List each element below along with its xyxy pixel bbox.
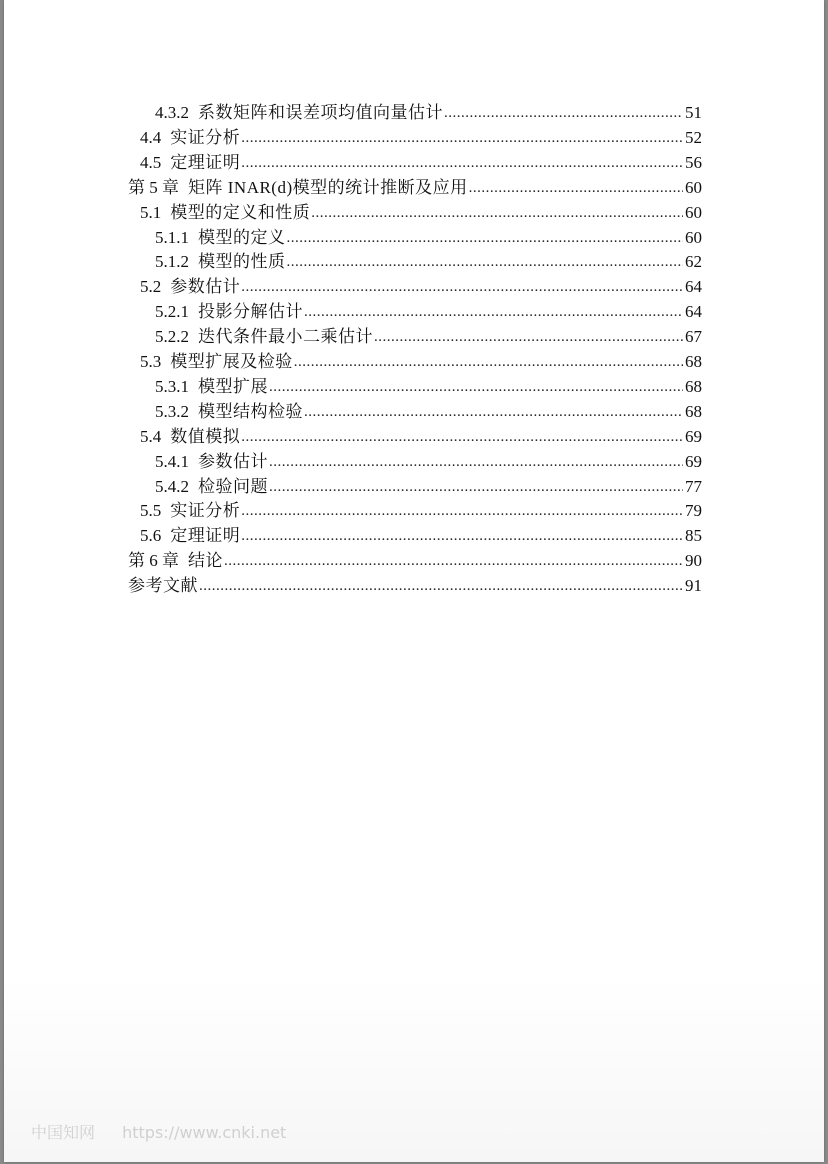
toc-entry-number: 5.2 [140, 277, 162, 297]
toc-entry-number: 5.1.1 [155, 227, 189, 247]
toc-dot-leader [287, 230, 684, 248]
toc-entry-title: 模型的定义和性质 [170, 202, 311, 222]
toc-entry[interactable] [140, 198, 702, 223]
toc-entry-page-number: 69 [685, 426, 702, 446]
toc-entry-page-number: 62 [685, 252, 702, 272]
toc-entry[interactable] [140, 496, 702, 521]
toc-entry-page-number: 64 [685, 277, 702, 297]
toc-entry-number: 5.2.1 [155, 302, 189, 322]
toc-entry-title: 模型的定义 [198, 227, 286, 247]
toc-entry-title: 模型结构检验 [198, 401, 303, 421]
toc-entry[interactable] [155, 98, 702, 123]
toc-entry-number: 5.5 [140, 501, 162, 521]
toc-dot-leader [374, 329, 683, 347]
toc-entry-title: 投影分解估计 [198, 302, 303, 322]
toc-entry[interactable] [155, 223, 702, 248]
toc-entry-number: 4.3.2 [155, 103, 189, 122]
toc-entry[interactable] [155, 247, 702, 272]
toc-entry-page-number: 69 [685, 451, 702, 471]
toc-entry-title: 模型的性质 [198, 252, 286, 272]
toc-dot-leader [269, 454, 683, 472]
toc-entry-number: 第 5 章 [128, 177, 179, 197]
cnki-watermark [31, 1120, 286, 1143]
toc-entry-title: 模型扩展 [198, 376, 268, 396]
toc-entry-number: 5.1.2 [155, 252, 189, 272]
toc-dot-leader [241, 130, 683, 148]
toc-entry-page-number: 77 [685, 476, 702, 496]
watermark-brand: 中国知网 [31, 1123, 96, 1142]
document-page [4, 0, 824, 1162]
toc-entry-number: 5.4.2 [155, 476, 189, 496]
toc-entry-number: 5.4.1 [155, 451, 189, 471]
toc-entry-page-number: 79 [685, 501, 702, 521]
toc-entry-page-number: 56 [685, 152, 702, 172]
toc-entry-title: 定理证明 [170, 152, 241, 172]
toc-entry-page-number: 68 [685, 401, 702, 421]
toc-entry-title: 参考文献 [128, 576, 198, 596]
toc-dot-leader [224, 553, 683, 571]
toc-entry-page-number: 68 [685, 352, 702, 371]
toc-entry-title: 模型扩展及检验 [170, 352, 293, 371]
toc-entry-number: 4.5 [140, 152, 162, 172]
toc-entry-page-number: 60 [685, 177, 702, 197]
toc-entry-number: 5.4 [140, 426, 162, 446]
toc-entry-number: 5.3 [140, 352, 162, 371]
toc-entry[interactable] [140, 148, 702, 173]
toc-entry-page-number: 64 [685, 302, 702, 322]
toc-entry-page-number: 60 [685, 227, 702, 247]
toc-entry-page-number: 68 [685, 376, 702, 396]
toc-entry[interactable] [140, 347, 702, 372]
toc-entry[interactable] [140, 521, 702, 546]
toc-dot-leader [269, 479, 683, 497]
toc-dot-leader [287, 254, 684, 272]
toc-entry-page-number: 90 [685, 551, 702, 571]
watermark-url: https://www.cnki.net [122, 1123, 287, 1142]
toc-dot-leader [304, 404, 683, 422]
toc-entry-title: 定理证明 [170, 526, 241, 546]
toc-entry-title: 参数估计 [198, 451, 268, 471]
toc-entry-title: 系数矩阵和误差项均值向量估计 [198, 103, 443, 122]
toc-entry-title: 结论 [188, 551, 223, 571]
toc-entry-number: 第 6 章 [128, 551, 179, 571]
toc-entry-number: 5.3.1 [155, 376, 189, 396]
toc-entry-page-number: 85 [685, 526, 702, 546]
toc-dot-leader [241, 279, 683, 297]
toc-dot-leader [469, 180, 683, 198]
toc-dot-leader [241, 155, 683, 173]
toc-entry[interactable] [155, 397, 702, 422]
toc-dot-leader [304, 304, 683, 322]
toc-entry-page-number: 91 [685, 576, 702, 596]
toc-dot-leader [294, 354, 683, 372]
toc-entry-number: 5.1 [140, 202, 162, 222]
toc-dot-leader [199, 578, 683, 596]
toc-entry[interactable] [155, 447, 702, 472]
toc-dot-leader [241, 503, 683, 521]
toc-dot-leader [269, 379, 683, 397]
toc-entry[interactable] [140, 123, 702, 148]
toc-entry-page-number: 60 [685, 202, 702, 222]
toc-entry-title: 参数估计 [170, 277, 241, 297]
toc-entry-title: 矩阵 INAR(d)模型的统计推断及应用 [188, 177, 468, 197]
toc-entry[interactable] [155, 472, 702, 497]
toc-entry[interactable] [155, 297, 702, 322]
toc-entry-title: 数值模拟 [170, 426, 241, 446]
toc-dot-leader [241, 429, 683, 447]
toc-entry-title: 迭代条件最小二乘估计 [198, 327, 373, 347]
toc-entry-number: 5.3.2 [155, 401, 189, 421]
toc-entry[interactable] [128, 546, 702, 571]
toc-entry[interactable] [140, 272, 702, 297]
toc-entry-page-number: 67 [685, 327, 702, 347]
toc-entry-title: 检验问题 [198, 476, 268, 496]
toc-dot-leader [444, 105, 683, 123]
toc-entry-title: 实证分析 [170, 501, 241, 521]
toc-dot-leader [311, 205, 683, 223]
toc-entry[interactable] [128, 571, 702, 596]
toc-entry[interactable] [155, 372, 702, 397]
toc-entry[interactable] [140, 422, 702, 447]
toc-entry-title: 实证分析 [170, 127, 241, 147]
toc-dot-leader [241, 528, 683, 546]
toc-entry[interactable] [155, 322, 702, 347]
toc-entry-page-number: 51 [685, 103, 702, 122]
toc-entry-number: 5.2.2 [155, 327, 189, 347]
toc-entry[interactable] [128, 173, 702, 198]
toc-entry-page-number: 52 [685, 127, 702, 147]
toc-entry-number: 4.4 [140, 127, 162, 147]
toc-entry-number: 5.6 [140, 526, 162, 546]
